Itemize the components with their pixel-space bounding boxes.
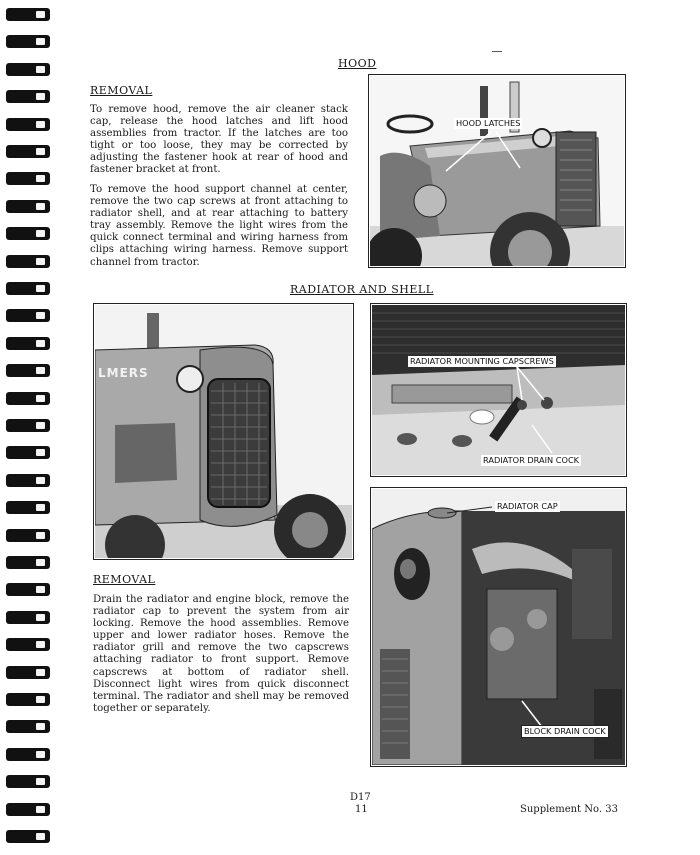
binding-ring bbox=[6, 118, 50, 131]
binding-ring bbox=[6, 611, 50, 624]
binding-ring bbox=[6, 775, 50, 788]
stray-mark bbox=[492, 51, 502, 52]
binding-ring bbox=[6, 693, 50, 706]
binding-ring bbox=[6, 529, 50, 542]
binding-ring bbox=[6, 830, 50, 843]
tractor-front-grille-illustration bbox=[95, 305, 352, 558]
binding-ring bbox=[6, 803, 50, 816]
binding-ring bbox=[6, 638, 50, 651]
binding-ring bbox=[6, 200, 50, 213]
radiator-removal-paragraph: Drain the radiator and engine block, remove the radiator cap to prevent the system from air locking. Remove the hood assemblies. Remove upper and lower radiator hoses. Remove the radiator grill and remove the two capscrews attaching radiator to front support. Remove capscrews at bottom of radiator shell. Disconnect light wires from quick disconnect terminal. The radiator and shell may be removed together or separately. bbox=[93, 594, 349, 714]
hood-paragraph-1: To remove hood, remove the air cleaner stack cap, release the hood latches and lift hood assemblies from tractor. If the latches are too tight or too loose, they may be corrected by adjusting the fastener hook at rear of hood and fastener bracket at front. bbox=[90, 104, 348, 176]
hood-heading: HOOD bbox=[338, 57, 377, 70]
hood-removal-heading: REMOVAL bbox=[90, 84, 153, 97]
binding-ring bbox=[6, 309, 50, 322]
binding-ring bbox=[6, 748, 50, 761]
hood-latches-photo bbox=[368, 74, 626, 268]
binding-ring bbox=[6, 8, 50, 21]
binding-ring bbox=[6, 419, 50, 432]
binding-ring bbox=[6, 337, 50, 350]
engine-block-photo bbox=[370, 487, 627, 767]
hood-latches-label: HOOD LATCHES bbox=[456, 118, 521, 128]
binding-ring bbox=[6, 255, 50, 268]
footer-page-number: 11 bbox=[355, 804, 368, 815]
hood-paragraph-2: To remove the hood support channel at center, remove the two cap screws at front attaching to radiator shell, and at rear attaching to battery tray assembly. Remove the light wires from the quick connect terminal and wiring harness from clips attaching wiring harness. Remove support channel from tractor. bbox=[90, 184, 348, 268]
radiator-mounting-capscrews-label: RADIATOR MOUNTING CAPSCREWS bbox=[410, 356, 554, 366]
binding-ring bbox=[6, 90, 50, 103]
binding-ring bbox=[6, 364, 50, 377]
radiator-drain-cock-label: RADIATOR DRAIN COCK bbox=[483, 455, 580, 465]
tractor-hood-illustration bbox=[370, 76, 624, 266]
radiator-mounting-photo bbox=[370, 303, 627, 477]
binding-ring bbox=[6, 720, 50, 733]
binding-ring bbox=[6, 556, 50, 569]
engine-block-illustration bbox=[372, 489, 625, 765]
binding-ring bbox=[6, 172, 50, 185]
binding-ring bbox=[6, 446, 50, 459]
radiator-removal-heading: REMOVAL bbox=[93, 573, 156, 586]
radiator-front-photo bbox=[93, 303, 354, 560]
radiator-cap-label: RADIATOR CAP bbox=[497, 501, 558, 511]
binding-ring bbox=[6, 282, 50, 295]
binding-ring bbox=[6, 501, 50, 514]
binding-ring bbox=[6, 227, 50, 240]
binding-ring bbox=[6, 666, 50, 679]
binding-ring bbox=[6, 583, 50, 596]
binding-ring bbox=[6, 35, 50, 48]
binding-ring bbox=[6, 392, 50, 405]
radiator-shell-heading: RADIATOR AND SHELL bbox=[290, 283, 434, 296]
binding-ring bbox=[6, 474, 50, 487]
radiator-mounting-illustration bbox=[372, 305, 625, 475]
footer-supplement: Supplement No. 33 bbox=[520, 804, 618, 815]
spiral-binding bbox=[0, 0, 58, 855]
binding-ring bbox=[6, 145, 50, 158]
brand-lettering: LMERS bbox=[98, 366, 149, 380]
block-drain-cock-label: BLOCK DRAIN COCK bbox=[521, 725, 609, 738]
binding-ring bbox=[6, 63, 50, 76]
footer-model: D17 bbox=[350, 792, 371, 803]
